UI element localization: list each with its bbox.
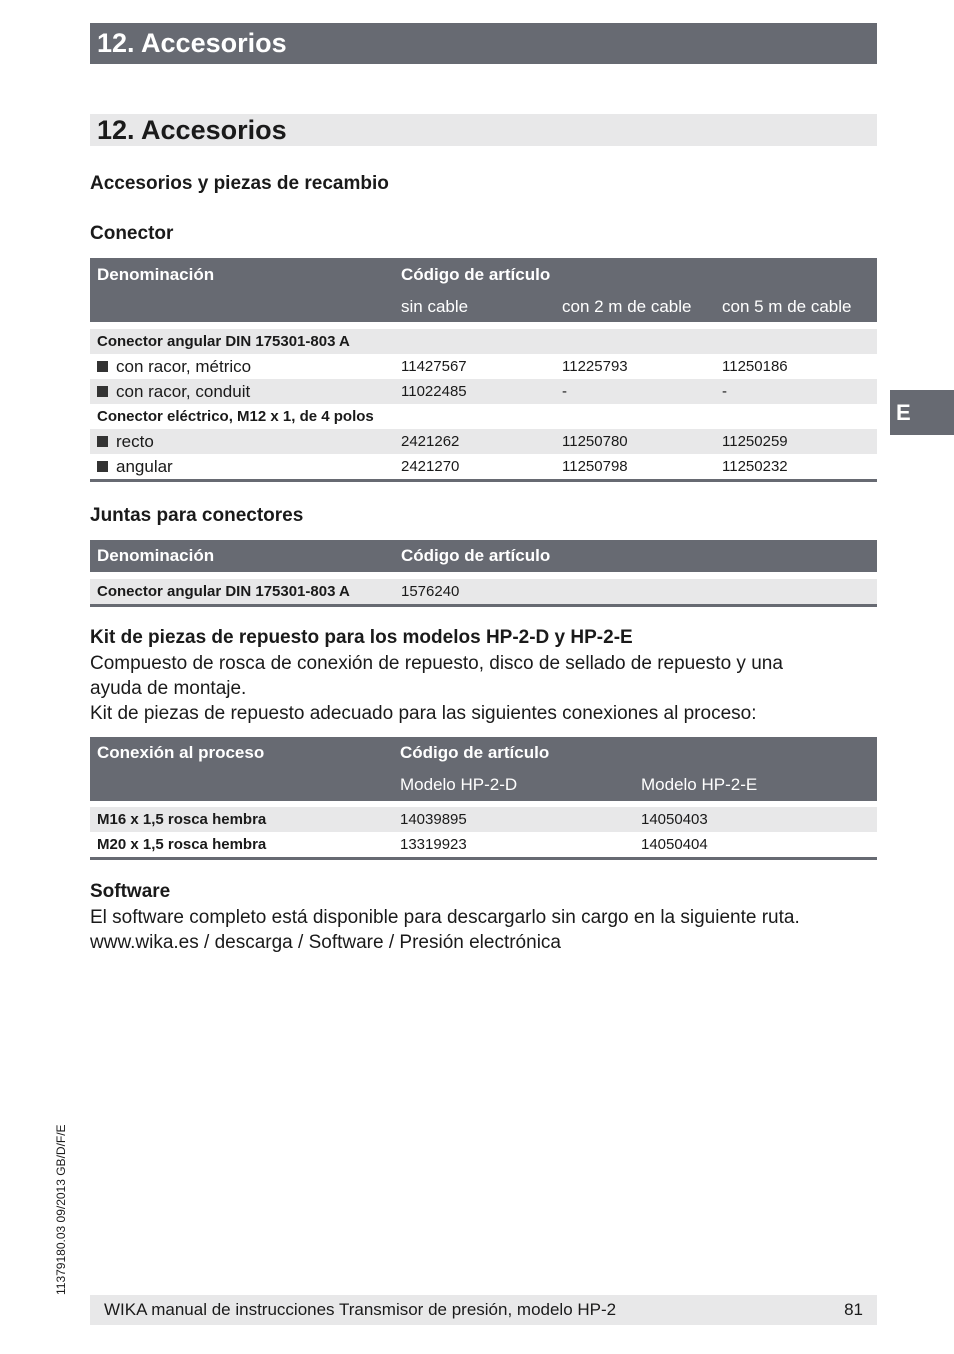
subheader-hp2d: Modelo HP-2-D <box>400 775 518 794</box>
column-header-name: Denominación <box>97 546 215 565</box>
row-label: M20 x 1,5 rosca hembra <box>97 836 267 853</box>
code-no-cable: 11427567 <box>401 358 467 375</box>
code-no-cable: 2421270 <box>401 458 460 475</box>
page-number: 81 <box>844 1300 863 1319</box>
code-no-cable: 2421262 <box>401 433 460 450</box>
row-label: angular <box>97 454 173 479</box>
code-no-cable: 11022485 <box>401 383 467 400</box>
connector-heading: Conector <box>90 223 174 244</box>
accessories-heading: Accesorios y piezas de recambio <box>90 173 389 194</box>
software-heading: Software <box>90 881 171 902</box>
column-header-connection: Conexión al proceso <box>97 743 265 762</box>
row-label: Conector angular DIN 175301-803 A <box>97 583 350 600</box>
code-hp2d: 13319923 <box>400 836 467 853</box>
group-label: Conector eléctrico, M12 x 1, de 4 polos <box>97 408 374 425</box>
gaskets-heading: Juntas para conectores <box>90 505 304 526</box>
footer-text: WIKA manual de instrucciones Transmisor de presión, modelo HP-2 <box>104 1300 617 1319</box>
software-description: El software completo está disponible para descargarlo sin cargo en la siguiente ruta. <box>90 907 800 928</box>
table-row <box>90 454 877 479</box>
subheader-5m-cable: con 5 m de cable <box>722 297 852 316</box>
kit-description-line: Compuesto de rosca de conexión de repuesto, disco de sellado de repuesto y una <box>90 653 783 674</box>
table-bottom-rule <box>90 857 877 860</box>
language-tab: E <box>890 390 954 435</box>
row-label: M16 x 1,5 rosca hembra <box>97 811 267 828</box>
table-header <box>90 258 877 322</box>
kit-heading: Kit de piezas de repuesto para los modelos HP-2-D y HP-2-E <box>90 627 633 648</box>
article-code: 1576240 <box>401 583 460 600</box>
subheader-no-cable: sin cable <box>401 297 469 316</box>
chapter-header: 12. Accesorios <box>90 23 877 64</box>
code-hp2e: 14050403 <box>641 811 708 828</box>
bullet-square-icon <box>97 461 108 472</box>
group-label: Conector angular DIN 175301-803 A <box>97 333 350 350</box>
kit-description-line: Kit de piezas de repuesto adecuado para las siguientes conexiones al proceso: <box>90 703 757 724</box>
table-header <box>90 540 877 572</box>
row-label: con racor, métrico <box>97 354 251 379</box>
table-row <box>90 832 877 857</box>
code-5m-cable: - <box>722 383 727 400</box>
table-row <box>90 379 877 404</box>
table-bottom-rule <box>90 604 877 607</box>
bullet-square-icon <box>97 436 108 447</box>
row-label: recto <box>97 429 154 454</box>
code-2m-cable: 11225793 <box>562 358 628 375</box>
table-group-row <box>90 329 877 354</box>
table-header <box>90 737 877 801</box>
code-5m-cable: 11250259 <box>722 433 788 450</box>
column-header-code: Código de artículo <box>401 265 551 284</box>
connector-table <box>90 258 877 482</box>
column-header-name: Denominación <box>97 265 215 284</box>
subheader-2m-cable: con 2 m de cable <box>562 297 692 316</box>
code-hp2d: 14039895 <box>400 811 467 828</box>
column-header-code: Código de artículo <box>400 743 550 762</box>
bullet-square-icon <box>97 361 108 372</box>
gaskets-table <box>90 540 877 607</box>
table-row <box>90 354 877 379</box>
column-header-code: Código de artículo <box>401 546 551 565</box>
subheader-hp2e: Modelo HP-2-E <box>641 775 758 794</box>
code-5m-cable: 11250232 <box>722 458 788 475</box>
software-path: www.wika.es / descarga / Software / Presión electrónica <box>90 932 561 953</box>
kit-table <box>90 737 877 860</box>
row-label: con racor, conduit <box>97 379 250 404</box>
table-bottom-rule <box>90 479 877 482</box>
kit-description-line: ayuda de montaje. <box>90 678 247 699</box>
table-row <box>90 579 877 604</box>
document-number: 11379180.03 09/2013 GB/D/F/E <box>54 1124 68 1295</box>
section-title: 12. Accesorios <box>90 114 877 146</box>
table-group-row <box>90 404 877 429</box>
table-row <box>90 429 877 454</box>
code-2m-cable: 11250798 <box>562 458 628 475</box>
code-hp2e: 14050404 <box>641 836 708 853</box>
code-2m-cable: - <box>562 383 567 400</box>
code-2m-cable: 11250780 <box>562 433 628 450</box>
table-row <box>90 807 877 832</box>
code-5m-cable: 11250186 <box>722 358 788 375</box>
bullet-square-icon <box>97 386 108 397</box>
page-footer <box>90 1295 877 1325</box>
